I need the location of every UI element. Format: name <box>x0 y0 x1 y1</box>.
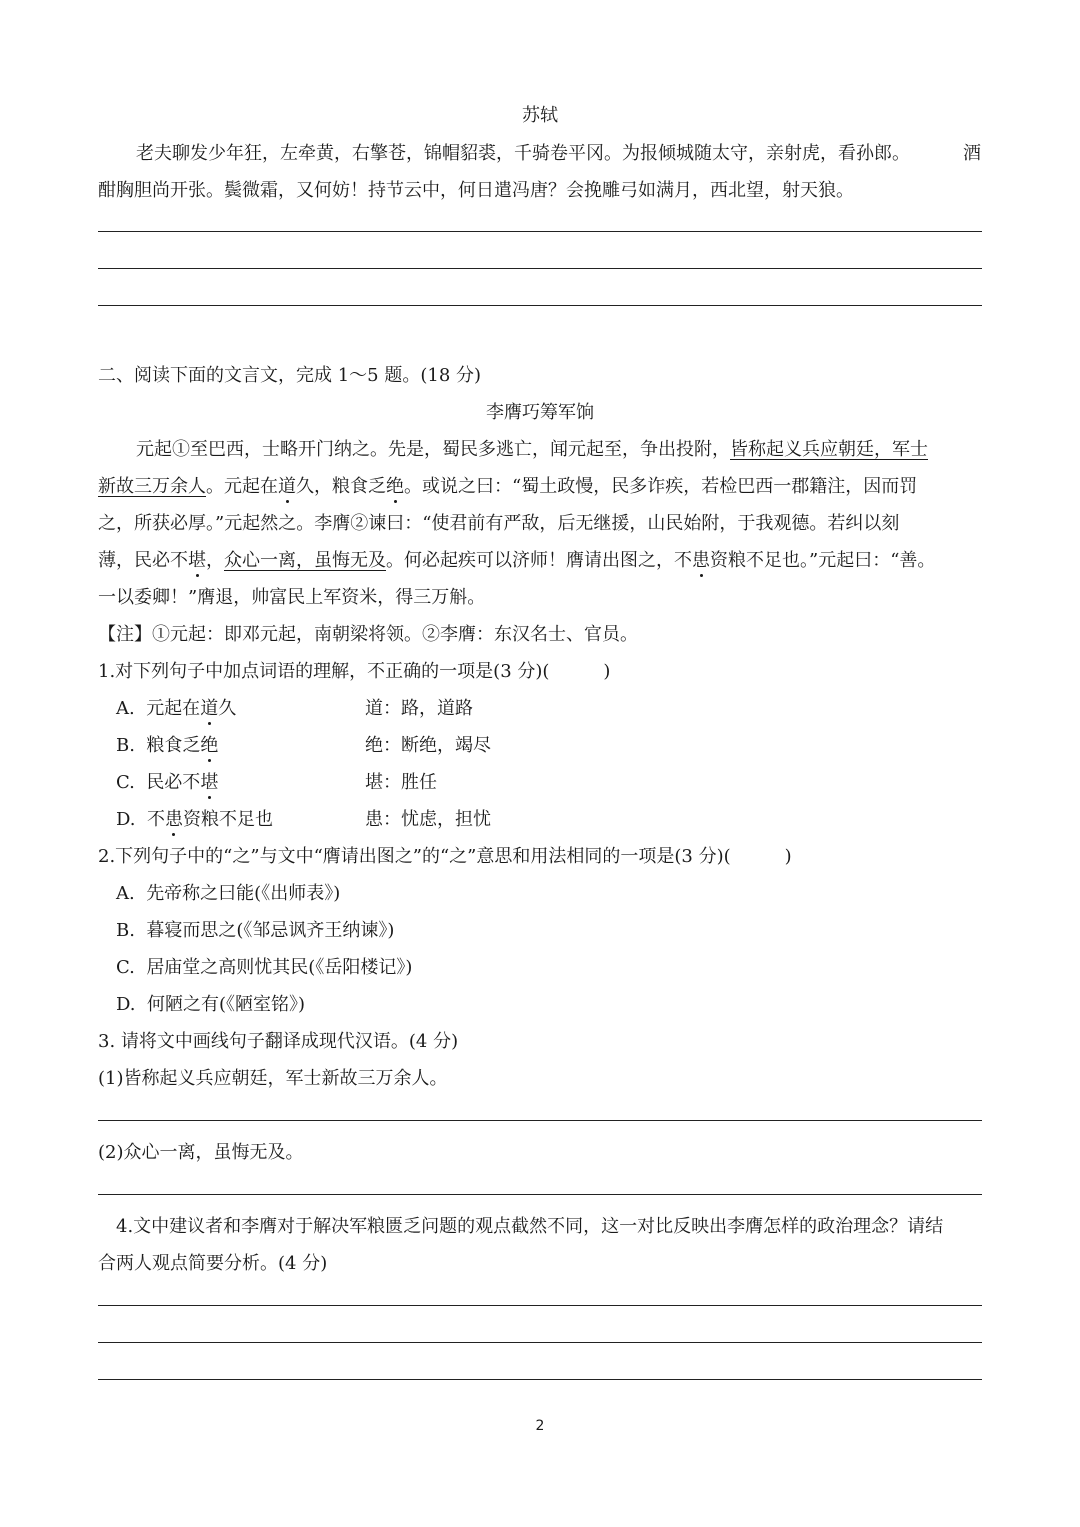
answer-line[interactable] <box>98 1305 982 1306</box>
q1-option-a-meaning: 道：路，道路 <box>365 698 473 719</box>
question-4-stem-line-2: 合两人观点简要分析。(4 分) <box>98 1253 328 1274</box>
q1-option-b[interactable] <box>116 731 218 757</box>
underlined-sentence-2: 众心一离，虽悔无及 <box>224 550 386 571</box>
option-label: C. <box>116 957 135 978</box>
passage-text: 资粮不足也。”元起曰：“善。 <box>710 550 936 571</box>
option-text: 不 <box>146 809 165 830</box>
passage-note: 【注】①元起：即邓元起，南朝梁将领。②李膺：东汉名士、官员。 <box>98 624 638 645</box>
passage-text: 薄，民必不 <box>98 550 188 571</box>
passage-text: ， <box>206 550 224 571</box>
option-text: 久 <box>218 698 237 719</box>
poem-line-1-end: 酒 <box>963 143 981 164</box>
question-3-sub-2: (2)众心一离，虽悔无及。 <box>98 1142 304 1163</box>
passage-line-1 <box>136 435 928 461</box>
option-label: D. <box>116 994 136 1015</box>
q1-option-a[interactable] <box>116 694 236 720</box>
passage-text: 久，粮食乏 <box>296 476 386 497</box>
page-number: 2 <box>535 1418 545 1434</box>
passage-line-2 <box>98 472 917 498</box>
passage-text: 。或说之曰：“蜀土政慢，民多诈疾，若检巴西一郡籍注，因而罚 <box>404 476 918 497</box>
passage-line-4 <box>98 546 935 572</box>
passage-text: 。何必起疾可以济师！膺请出图之，不 <box>386 550 692 571</box>
underlined-sentence-1: 皆称起义兵应朝廷，军士 <box>730 439 928 460</box>
dotted-word: 患 <box>692 550 710 571</box>
answer-line[interactable] <box>98 305 982 306</box>
underlined-sentence-1-end: 新故三万余人 <box>98 476 206 497</box>
dotted-word: 患 <box>164 809 183 830</box>
option-text: 元起在 <box>146 698 201 719</box>
answer-line[interactable] <box>98 1342 982 1343</box>
q2-option-a[interactable] <box>116 879 340 905</box>
question-1-stem: 1.对下列句子中加点词语的理解，不正确的一项是(3 分)( ) <box>98 661 611 682</box>
passage-text: 。元起在 <box>206 476 278 497</box>
option-text: 粮食乏 <box>146 735 201 756</box>
section-heading: 二、阅读下面的文言文，完成 1～5 题。(18 分) <box>98 365 482 386</box>
question-3-stem: 3. 请将文中画线句子翻译成现代汉语。(4 分) <box>98 1031 459 1052</box>
dotted-word: 堪 <box>188 550 206 571</box>
option-text: 何陋之有(《陋室铭》) <box>146 994 306 1015</box>
answer-line[interactable] <box>98 1194 982 1195</box>
answer-line[interactable] <box>98 268 982 269</box>
option-text: 民必不 <box>146 772 201 793</box>
question-3-sub-1: (1)皆称起义兵应朝廷，军士新故三万余人。 <box>98 1068 448 1089</box>
q1-option-d[interactable] <box>116 805 273 831</box>
question-4-stem-line-1: 4.文中建议者和李膺对于解决军粮匮乏问题的观点截然不同，这一对比反映出李膺怎样的政治理念？请结 <box>116 1216 944 1237</box>
poem-author: 苏轼 <box>522 105 558 126</box>
q1-option-d-meaning: 患：忧虑，担忧 <box>365 809 491 830</box>
poem-line-2: 酣胸胆尚开张。鬓微霜，又何妨！持节云中，何日遣冯唐？会挽雕弓如满月，西北望，射天狼。 <box>98 180 854 201</box>
dotted-word: 绝 <box>386 476 404 497</box>
option-text: 资粮不足也 <box>182 809 273 830</box>
passage-line-5: 一以委卿！”膺退，帅富民上军资米，得三万斛。 <box>98 587 486 608</box>
dotted-word: 道 <box>278 476 296 497</box>
dotted-word: 绝 <box>200 735 219 756</box>
option-label: D. <box>116 809 136 830</box>
q1-option-c-meaning: 堪：胜任 <box>365 772 437 793</box>
q2-option-b[interactable] <box>116 916 394 942</box>
option-label: A. <box>116 698 135 719</box>
dotted-word: 堪 <box>200 772 219 793</box>
option-label: C. <box>116 772 135 793</box>
passage-line-3: 之，所获必厚。”元起然之。李膺②谏曰：“使君前有严敌，后无继援，山民始附，于我观德。若纠以刻 <box>98 513 900 534</box>
poem-line-1: 老夫聊发少年狂，左牵黄，右擎苍，锦帽貂裘，千骑卷平冈。为报倾城随太守，亲射虎，看孙郎。 <box>136 143 910 164</box>
option-label: A. <box>116 883 135 904</box>
question-2-stem: 2.下列句子中的“之”与文中“膺请出图之”的“之”意思和用法相同的一项是(3 分)( ) <box>98 846 792 867</box>
answer-line[interactable] <box>98 231 982 232</box>
option-label: B. <box>116 735 135 756</box>
option-text: 暮寝而思之(《邹忌讽齐王纳谏》) <box>146 920 395 941</box>
answer-line[interactable] <box>98 1120 982 1121</box>
option-text: 先帝称之曰能(《出师表》) <box>146 883 341 904</box>
q2-option-c[interactable] <box>116 953 412 979</box>
answer-line[interactable] <box>98 1379 982 1380</box>
q1-option-b-meaning: 绝：断绝，竭尽 <box>365 735 491 756</box>
dotted-word: 道 <box>200 698 219 719</box>
passage-text: 元起①至巴西，士略开门纳之。先是，蜀民多逃亡，闻元起至，争出投附， <box>136 439 730 460</box>
q2-option-d[interactable] <box>116 990 305 1016</box>
option-text: 居庙堂之高则忧其民(《岳阳楼记》) <box>146 957 413 978</box>
q1-option-c[interactable] <box>116 768 218 794</box>
passage-title: 李膺巧筹军饷 <box>486 402 594 423</box>
option-label: B. <box>116 920 135 941</box>
